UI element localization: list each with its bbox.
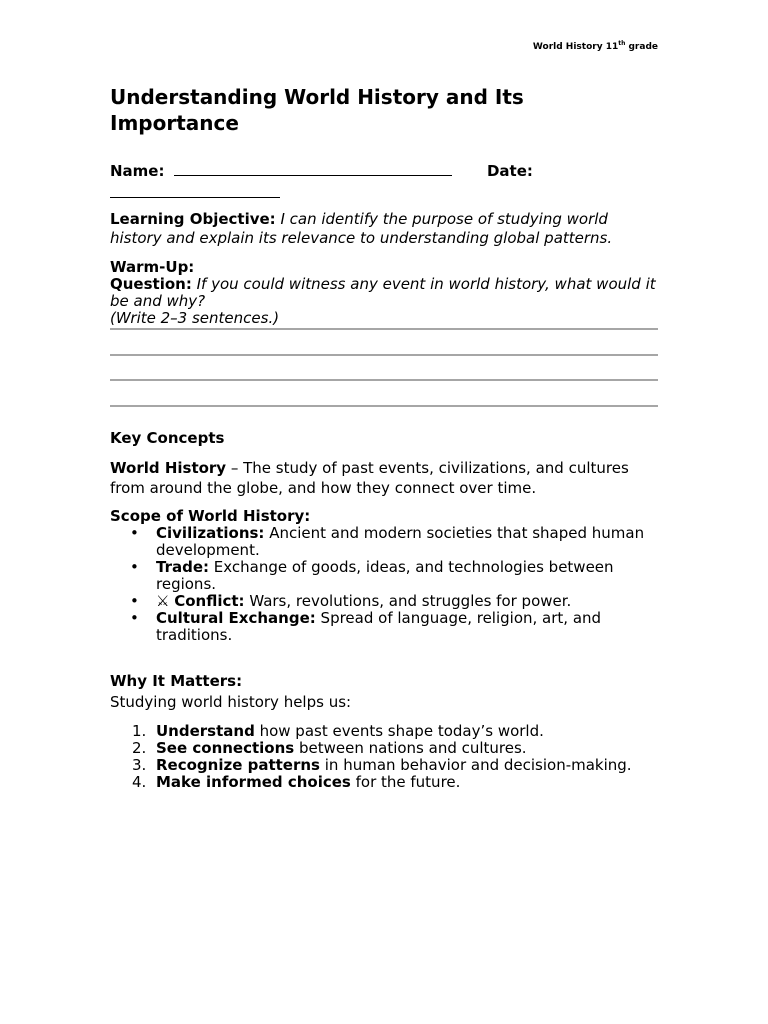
definition-text: – The study of past events, civilizations, and cultures from around the globe, and how they connect over time. [110,459,629,497]
why-term: Make informed choices [156,773,351,791]
answer-line[interactable] [110,405,658,407]
course-grade-superscript: th [618,40,626,47]
why-text: for the future. [350,773,461,791]
scope-text: Exchange of goods, ideas, and technologies between regions. [156,558,614,593]
scope-list [110,525,658,644]
course-grade-suffix: grade [625,42,658,52]
warm-up-section [110,259,658,327]
bullet-icon: • [130,592,139,610]
answer-line[interactable] [110,379,658,381]
why-it-matters-heading: Why It Matters: [110,672,243,690]
bullet-icon: • [130,524,139,542]
page-title: Understanding World History and Its Importance [110,85,524,135]
list-item [110,559,658,593]
world-history-definition [110,458,658,498]
list-item [110,593,658,610]
list-item [110,525,658,559]
list-number: 1. [132,722,147,740]
question-text: If you could witness any event in world history, what would it be and why? [110,275,656,310]
answer-line[interactable] [110,354,658,356]
why-term: Understand [156,722,255,740]
why-text: how past events shape today’s world. [254,722,544,740]
scope-heading: Scope of World History: [110,507,311,525]
why-list [110,723,658,791]
warm-up-question [110,276,658,310]
objective-label: Learning Objective: [110,210,276,228]
list-item [110,740,658,757]
scope-term: Civilizations: [156,524,265,542]
definition-term: World History [110,459,227,477]
objective-text: I can identify the purpose of studying world history and explain its relevance to understanding global patterns. [110,210,613,247]
key-concepts-heading: Key Concepts [110,429,225,447]
name-blank-line[interactable] [174,161,452,176]
name-date-row [110,161,658,182]
list-item [110,774,658,791]
scope-text: Ancient and modern societies that shaped human development. [156,524,645,559]
scope-text: Spread of language, religion, art, and traditions. [156,609,602,644]
name-label: Name: [110,162,165,180]
why-text: in human behavior and decision-making. [319,756,632,774]
date-label: Date: [486,162,533,180]
why-text: between nations and cultures. [294,739,527,757]
bullet-icon: • [130,609,139,627]
scope-term: Cultural Exchange: [156,609,316,627]
warm-up-instruction: (Write 2–3 sentences.) [110,309,280,327]
why-intro: Studying world history helps us: [110,693,352,711]
list-item [110,757,658,774]
list-number: 2. [132,739,147,757]
scope-text: Wars, revolutions, and struggles for power. [249,592,572,610]
crossed-swords-icon: ⚔ [156,592,170,610]
warm-up-heading: Warm-Up: [110,258,195,276]
course-header [533,42,658,52]
list-item [110,610,658,644]
date-blank-line[interactable] [110,197,280,198]
scope-term: Trade: [156,558,210,576]
why-term: Recognize patterns [156,756,320,774]
list-item [110,723,658,740]
learning-objective [110,210,658,248]
course-name: World History 11 [532,42,619,52]
bullet-icon: • [130,558,139,576]
list-number: 3. [132,756,147,774]
answer-line[interactable] [110,328,658,330]
why-term: See connections [156,739,295,757]
question-label: Question: [110,275,192,293]
list-number: 4. [132,773,147,791]
scope-term: Conflict: [174,592,245,610]
